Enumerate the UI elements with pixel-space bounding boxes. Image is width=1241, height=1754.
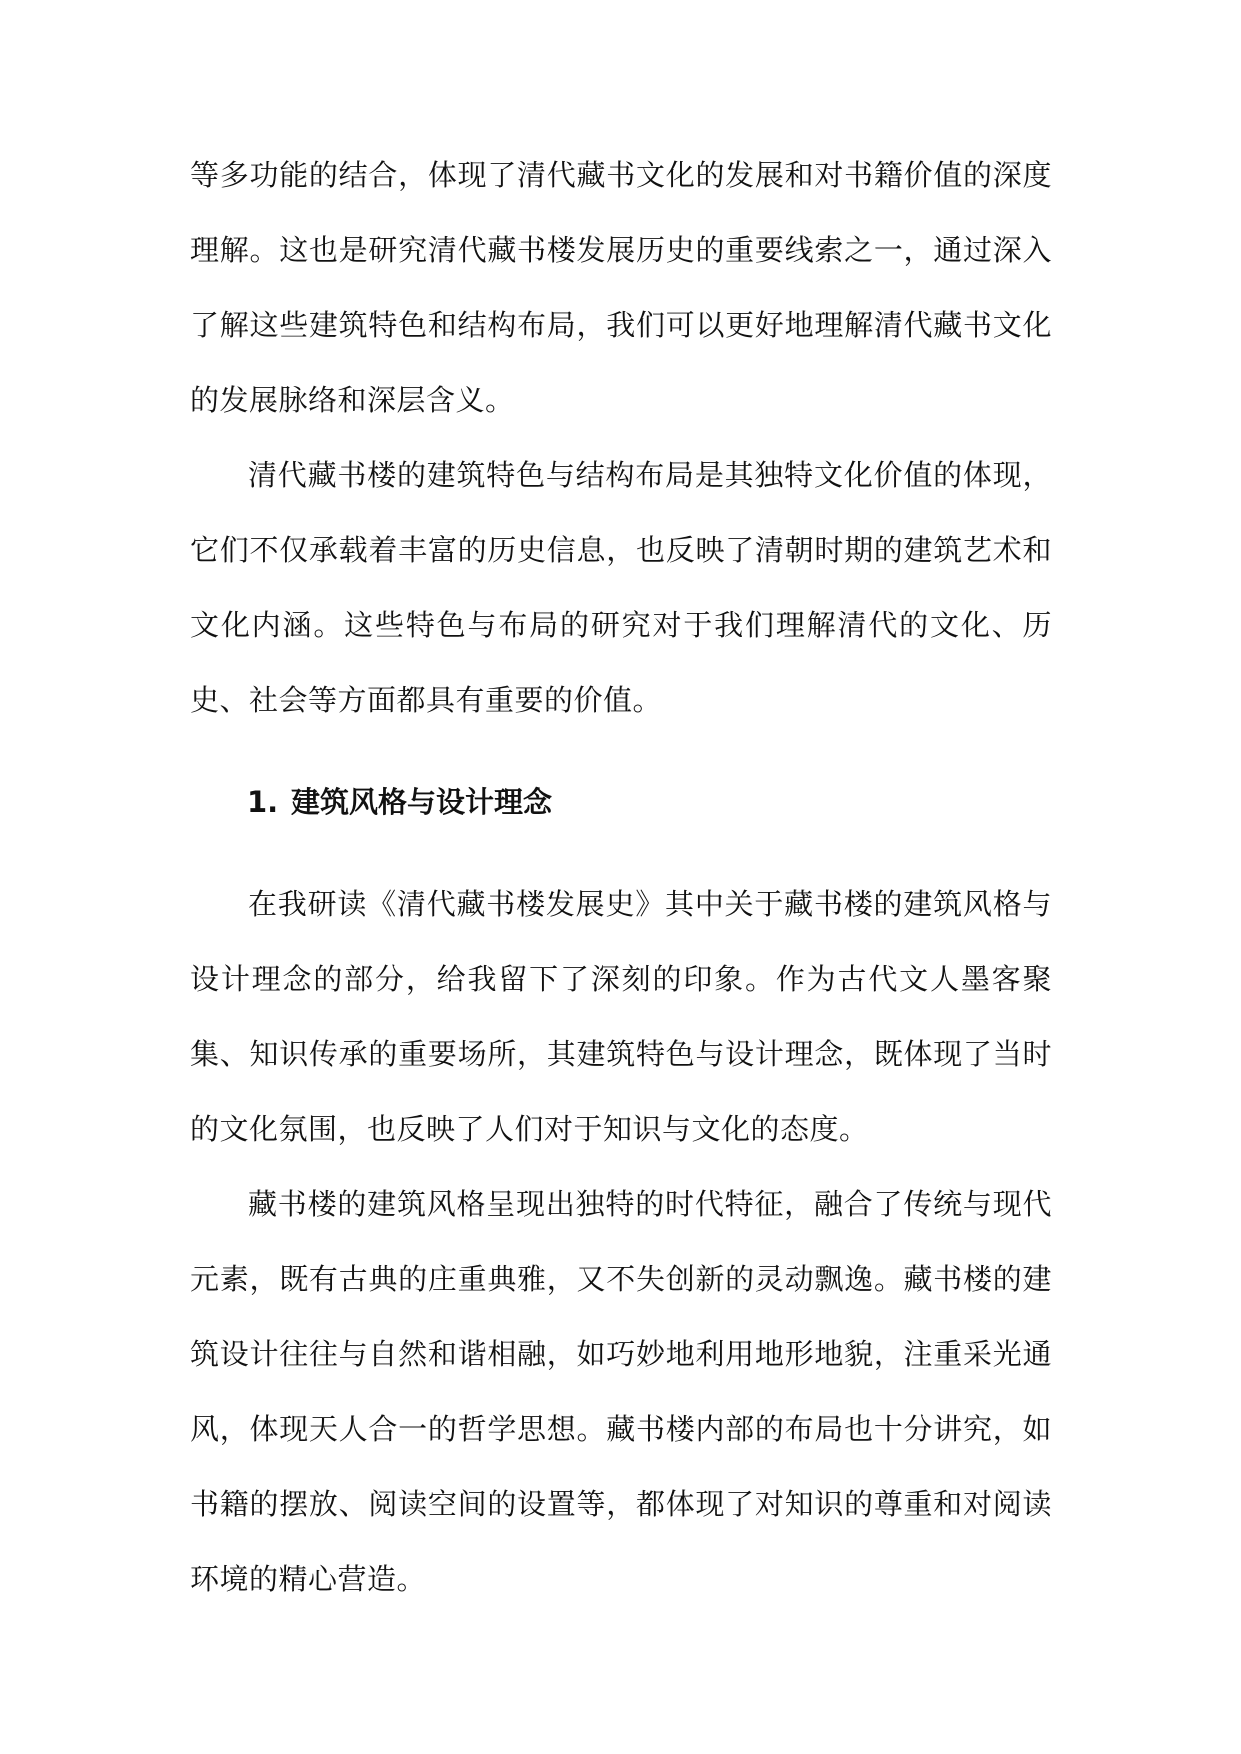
paragraph-block-4 (190, 1167, 1052, 1617)
paragraph-block-3 (190, 867, 1052, 1167)
section-heading-number: 1. (247, 785, 279, 819)
paragraph-architecture-summary: 清代藏书楼的建筑特色与结构布局是其独特文化价值的体现，它们不仅承载着丰富的历史信息，也反映了清朝时期的建筑艺术和文化内涵。这些特色与布局的研究对于我们理解清代的文化、历史、社会等方面都具有重要的价值。 (190, 458, 1052, 717)
paragraph-architectural-style: 藏书楼的建筑风格呈现出独特的时代特征，融合了传统与现代元素，既有古典的庄重典雅，又不失创新的灵动飘逸。藏书楼的建筑设计往往与自然和谐相融，如巧妙地利用地形地貌，注重采光通风，体现天人合一的哲学思想。藏书楼内部的布局也十分讲究，如书籍的摆放、阅读空间的设置等，都体现了对知识的尊重和对阅读环境的精心营造。 (190, 1187, 1052, 1596)
paragraph-continuation: 等多功能的结合，体现了清代藏书文化的发展和对书籍价值的深度理解。这也是研究清代藏书楼发展历史的重要线索之一，通过深入了解这些建筑特色和结构布局，我们可以更好地理解清代藏书文化的发展脉络和深层含义。 (190, 158, 1052, 417)
section-heading (247, 782, 552, 822)
paragraph-block-1 (190, 138, 1052, 438)
paragraph-reading-impression: 在我研读《清代藏书楼发展史》其中关于藏书楼的建筑风格与设计理念的部分，给我留下了深刻的印象。作为古代文人墨客聚集、知识传承的重要场所，其建筑特色与设计理念，既体现了当时的文化氛围，也反映了人们对于知识与文化的态度。 (190, 887, 1052, 1146)
section-heading-title: 建筑风格与设计理念 (291, 785, 553, 819)
paragraph-block-2 (190, 438, 1052, 738)
